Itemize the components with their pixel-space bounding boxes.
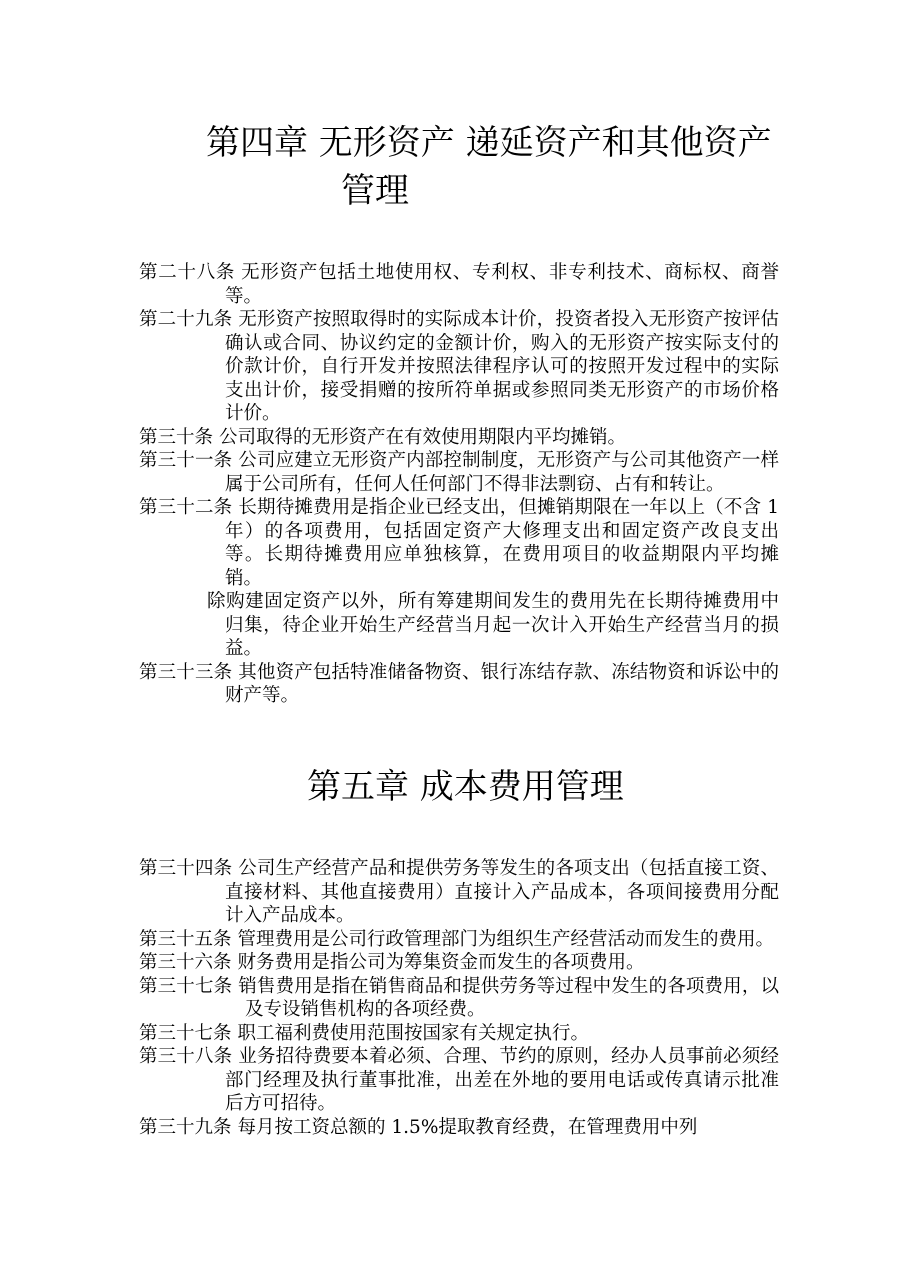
- article-37-duplicate: [139, 1022, 779, 1046]
- article-34: [139, 857, 779, 928]
- article-text: 公司生产经营产品和提供劳务等发生的各项支出（包括直接工资、直接材料、其他直接费用）直接计入产品成本，各项间接费用分配计入产品成本。: [225, 858, 779, 926]
- article-text: 业务招待费要本着必须、合理、节约的原则，经办人员事前必须经部门经理及执行董事批准，出差在外地的要用电话或传真请示批准后方可招待。: [225, 1046, 779, 1114]
- article-text: 管理费用是公司行政管理部门为组织生产经营活动而发生的费用。: [237, 928, 775, 950]
- article-text: 除购建固定资产以外，所有筹建期间发生的费用先在长期待摊费用中归集，待企业开始生产经营当月起一次计入开始生产经营当月的损益。: [207, 591, 779, 659]
- article-text: 销售费用是指在销售商品和提供劳务等过程中发生的各项费用，以及专设销售机构的各项经费。: [238, 975, 779, 1020]
- article-31: [139, 449, 779, 496]
- article-36: [139, 951, 779, 975]
- article-number: 第三十六条: [139, 952, 232, 973]
- article-number: 第三十条: [139, 426, 214, 448]
- article-32-paragraph-2: [139, 590, 779, 661]
- article-32: [139, 496, 779, 590]
- article-30: [139, 426, 779, 450]
- article-text: 每月按工资总额的 1.5%提取教育经费，在管理费用中列: [237, 1116, 698, 1138]
- article-37: [139, 975, 779, 1022]
- article-35: [139, 928, 779, 952]
- chapter-5-articles: [139, 857, 779, 1139]
- article-number: 第二十九条: [139, 309, 233, 330]
- article-number: 第三十七条: [139, 1022, 232, 1044]
- article-text: 职工福利费使用范围按国家有关规定执行。: [237, 1022, 590, 1044]
- article-38: [139, 1045, 779, 1116]
- chapter-4-title-line-2: 管理: [341, 171, 409, 211]
- article-number: 第三十八条: [139, 1046, 233, 1067]
- article-number: 第三十五条: [139, 928, 232, 950]
- chapter-4-articles: [139, 261, 779, 708]
- article-number: 第三十七条: [139, 975, 233, 997]
- article-39: [139, 1116, 779, 1140]
- article-text: 无形资产按照取得时的实际成本计价，投资者投入无形资产按评估确认或合同、协议约定的金额计价，购入的无形资产按实际支付的价款计价，自行开发并按照法律程序认可的按照开发过程中的实际支出计价，接受捐赠的按所符单据或参照同类无形资产的市场价格计价。: [225, 309, 779, 424]
- article-number: 第三十一条: [139, 450, 233, 471]
- chapter-4-title-line-1: 第四章 无形资产 递延资产和其他资产: [206, 123, 772, 163]
- chapter-5-title: 第五章 成本费用管理: [307, 767, 624, 807]
- article-text: 其他资产包括特准储备物资、银行冻结存款、冻结物资和诉讼中的财产等。: [225, 661, 779, 706]
- article-text: 公司取得的无形资产在有效使用期限内平均摊销。: [219, 426, 627, 448]
- article-number: 第三十二条: [139, 497, 233, 518]
- article-text: 财务费用是指公司为筹集资金而发生的各项费用。: [237, 952, 645, 973]
- article-number: 第三十三条: [139, 661, 233, 683]
- article-text: 公司应建立无形资产内部控制制度，无形资产与公司其他资产一样属于公司所有，任何人任何部门不得非法剽窃、占有和转让。: [225, 450, 779, 495]
- article-number: 第三十四条: [139, 858, 233, 879]
- article-number: 第二十八条: [139, 262, 236, 283]
- article-28: [139, 261, 779, 308]
- article-number: 第三十九条: [139, 1116, 232, 1138]
- article-text: 长期待摊费用是指企业已经支出，但摊销期限在一年以上（不含 1 年）的各项费用，包括固定资产大修理支出和固定资产改良支出等。长期待摊费用应单独核算，在费用项目的收益期限内平均摊销。: [225, 497, 779, 589]
- article-text: 无形资产包括土地使用权、专利权、非专利技术、商标权、商誉等。: [225, 262, 779, 307]
- article-33: [139, 661, 779, 708]
- article-29: [139, 308, 779, 426]
